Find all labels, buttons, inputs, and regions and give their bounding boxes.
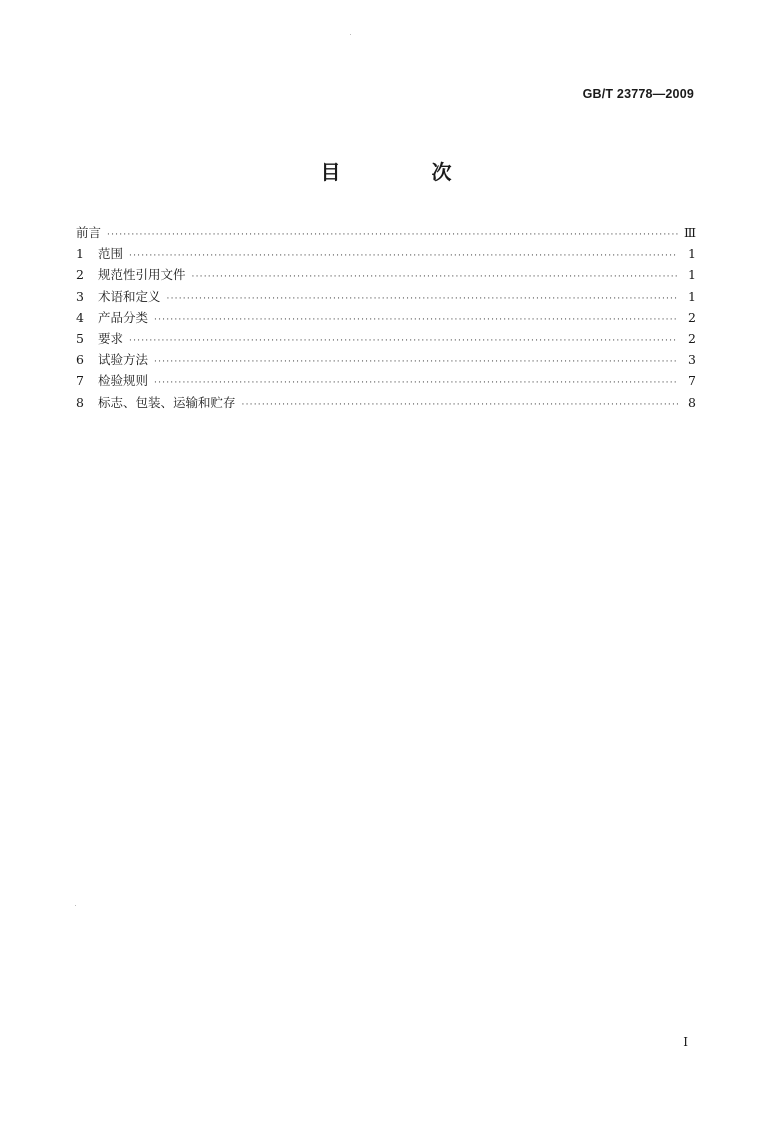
toc-entry-7[interactable] — [76, 370, 696, 391]
toc-entry-page: 2 — [688, 309, 696, 325]
scan-speck — [350, 34, 351, 35]
toc-leader — [242, 395, 678, 416]
toc-entry-label: 产品分类 — [98, 309, 149, 325]
toc-entry-page: 1 — [688, 288, 696, 304]
toc-leader — [154, 352, 678, 373]
toc-entry-page: 1 — [688, 267, 696, 283]
toc-leader — [167, 289, 678, 310]
toc-title: 目 次 — [320, 160, 494, 184]
toc-entry-label: 试验方法 — [98, 352, 149, 368]
toc-leader — [129, 246, 678, 267]
toc-entry-5[interactable] — [76, 328, 696, 349]
toc-leader — [129, 331, 678, 352]
toc-entry-page: 2 — [688, 330, 696, 346]
toc-entry-number: 7 — [76, 373, 84, 389]
table-of-contents — [76, 222, 696, 413]
toc-entry-page: Ⅲ — [683, 225, 696, 240]
page-number: I — [683, 1035, 688, 1049]
toc-entry-number: 8 — [76, 394, 84, 410]
toc-leader — [107, 225, 678, 246]
scan-speck — [75, 905, 76, 906]
toc-entry-2[interactable] — [76, 264, 696, 285]
toc-entry-number: 5 — [76, 330, 84, 346]
toc-entry-label: 术语和定义 — [98, 288, 161, 304]
toc-entry-label: 前言 — [76, 225, 102, 240]
toc-entry-label: 检验规则 — [98, 373, 149, 389]
toc-entry-page: 7 — [688, 373, 696, 389]
toc-entry-page: 1 — [688, 246, 696, 262]
toc-entry-label: 要求 — [98, 330, 124, 346]
standard-code: GB/T 23778—2009 — [582, 87, 694, 101]
toc-entry-number: 1 — [76, 246, 84, 262]
toc-entry-6[interactable] — [76, 349, 696, 370]
toc-entry-foreword[interactable] — [76, 222, 696, 243]
toc-entry-label: 规范性引用文件 — [98, 267, 186, 283]
toc-entry-3[interactable] — [76, 286, 696, 307]
toc-entry-8[interactable] — [76, 392, 696, 413]
toc-entry-1[interactable] — [76, 243, 696, 264]
toc-entry-page: 8 — [688, 394, 696, 410]
toc-entry-label: 范围 — [98, 246, 124, 262]
toc-entry-4[interactable] — [76, 307, 696, 328]
toc-entry-label: 标志、包装、运输和贮存 — [98, 394, 236, 410]
toc-entry-number: 6 — [76, 352, 84, 368]
toc-leader — [192, 267, 678, 288]
toc-leader — [154, 310, 678, 331]
toc-entry-number: 2 — [76, 267, 84, 283]
toc-entry-number: 3 — [76, 288, 84, 304]
toc-entry-number: 4 — [76, 309, 84, 325]
toc-entry-page: 3 — [688, 352, 696, 368]
